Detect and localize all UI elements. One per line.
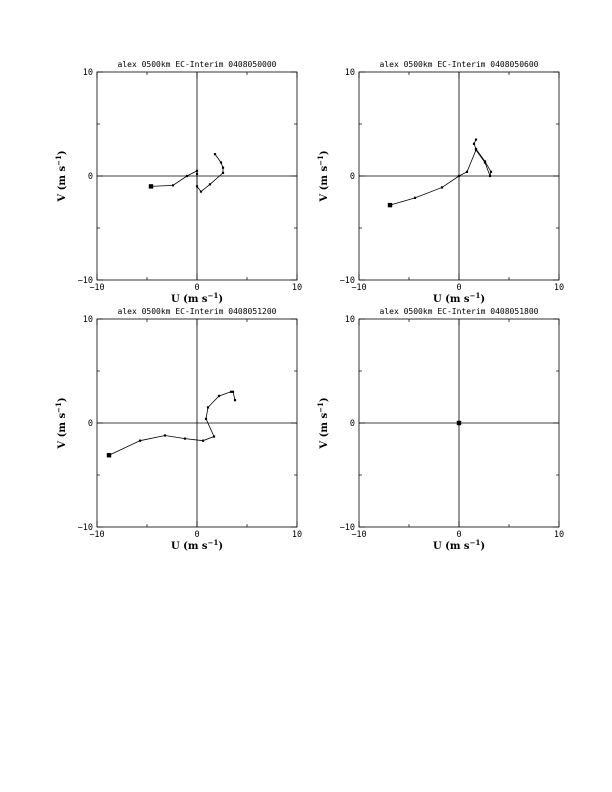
x-tick-label: 0 [456,283,462,293]
hodograph-point [196,170,198,172]
hodograph-point [209,183,211,185]
x-axis-label: U (m $s^{-1}$) [170,291,224,305]
y-tick-label: 10 [82,315,93,325]
chart-title: alex 0500km EC-Interim 0408051200 [117,307,277,316]
hodograph-start-point [107,453,111,457]
hodograph-point [202,440,204,442]
chart-title: alex 0500km EC-Interim 0408050000 [117,60,277,69]
y-tick-label: −10 [339,276,355,286]
hodograph-point [200,191,202,193]
hodograph-point [489,175,491,177]
x-tick-label: −10 [89,283,105,293]
x-tick-label: 10 [291,530,303,540]
x-tick-label: 10 [553,530,565,540]
y-tick-label: 0 [87,419,93,429]
x-tick-label: −10 [89,530,105,540]
x-tick-label: −10 [351,530,367,540]
x-axis-label: U (m $s^{-1}$) [432,291,486,305]
x-tick-label: 0 [456,530,462,540]
chart-panel-3 [54,307,302,552]
hodograph-start-point [457,421,461,425]
x-tick-label: 10 [553,283,565,293]
hodograph-point [222,167,224,169]
y-tick-label: 0 [349,419,355,429]
hodograph-point [220,161,222,163]
x-tick-label: −10 [351,283,367,293]
hodograph-point [473,143,475,145]
hodograph-line [151,154,223,191]
hodograph-start-point [388,203,392,207]
hodograph-point [164,434,166,436]
hodograph-point [196,185,198,187]
hodograph-point [484,160,486,162]
y-tick-label: −10 [77,523,93,533]
hodograph-point [218,395,220,397]
hodograph-point [214,153,216,155]
y-tick-label: −10 [339,523,355,533]
hodograph-point [414,197,416,199]
hodograph-point [205,418,207,420]
y-axis-label: V (m $s^{-1}$) [54,150,68,202]
y-tick-label: 10 [82,68,93,78]
hodograph-point [458,175,460,177]
hodograph-point [184,438,186,440]
y-axis-label: V (m $s^{-1}$) [316,397,330,449]
hodograph-point [213,435,215,437]
chart-title: alex 0500km EC-Interim 0408050600 [379,60,539,69]
y-tick-label: 10 [344,68,355,78]
hodograph-point [232,391,234,393]
hodograph-point [230,391,232,393]
hodograph-point [222,172,224,174]
hodograph-line [109,392,235,455]
y-tick-label: 0 [349,172,355,182]
hodograph-start-point [149,184,153,188]
hodograph-point [139,440,141,442]
hodograph-point [172,184,174,186]
chart-panel-2 [316,60,564,305]
hodograph-point [490,171,492,173]
y-tick-label: 0 [87,172,93,182]
hodograph-point [466,171,468,173]
y-axis-label: V (m $s^{-1}$) [316,150,330,202]
chart-title: alex 0500km EC-Interim 0408051800 [379,307,539,316]
hodograph-point [441,186,443,188]
x-axis-label: U (m $s^{-1}$) [432,538,486,552]
x-tick-label: 0 [194,530,200,540]
hodograph-point [475,139,477,141]
hodograph-point [234,399,236,401]
y-axis-label: V (m $s^{-1}$) [54,397,68,449]
x-axis-label: U (m $s^{-1}$) [170,538,224,552]
hodograph-point [196,173,198,175]
chart-panel-4 [316,307,564,552]
hodograph-point [207,406,209,408]
y-tick-label: 10 [344,315,355,325]
x-tick-label: 10 [291,283,303,293]
hodograph-point [186,175,188,177]
chart-panel-1 [54,60,302,305]
hodograph-point [475,148,477,150]
x-tick-label: 0 [194,283,200,293]
y-tick-label: −10 [77,276,93,286]
